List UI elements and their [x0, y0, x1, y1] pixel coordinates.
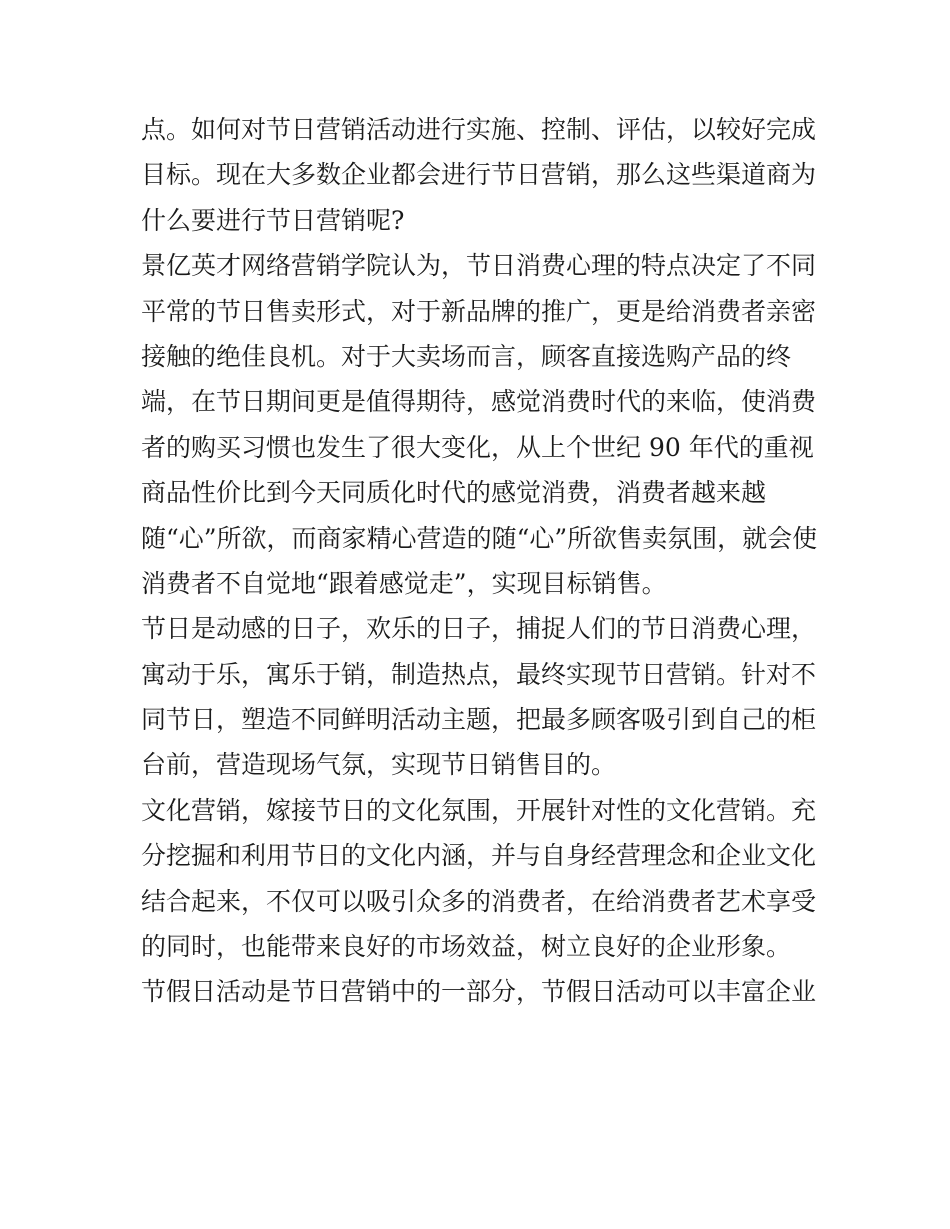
- text-line: 接触的绝佳良机。对于大卖场而言，顾客直接选购产品的终: [141, 341, 792, 371]
- text-line: 分挖掘和利用节日的文化内涵，并与自身经营理念和企业文化: [141, 841, 817, 871]
- text-line: 节日是动感的日子，欢乐的日子，捕捉人们的节日消费心理，: [141, 614, 817, 644]
- text-line: 点。如何对节日营销活动进行实施、控制、评估，以较好完成: [141, 115, 817, 144]
- text-line: 目标。现在大多数企业都会进行节日营销，那么这些渠道商为: [141, 160, 817, 190]
- text-line: 什么要进行节日营销呢?: [141, 205, 405, 235]
- text-line: 消费者不自觉地“跟着感觉走”，实现目标销售。: [141, 568, 667, 598]
- text-line: 随“心”所欲，而商家精心营造的随“心”所欲售卖氛围，就会使: [141, 523, 818, 553]
- text-line: 者的购买习惯也发生了很大变化，从上个世纪 90 年代的重视: [141, 432, 814, 462]
- text-line: 台前，营造现场气氛，实现节日销售目的。: [141, 750, 617, 780]
- document-body: [141, 107, 821, 1015]
- text-line: 同节日，塑造不同鲜明活动主题，把最多顾客吸引到自己的柜: [141, 705, 817, 735]
- text-line: 节假日活动是节日营销中的一部分，节假日活动可以丰富企业: [141, 977, 817, 1007]
- text-line: 端，在节日期间更是值得期待，感觉消费时代的来临，使消费: [141, 387, 817, 417]
- text-line: 寓动于乐，寓乐于销，制造热点，最终实现节日营销。针对不: [141, 659, 817, 689]
- text-line: 结合起来，不仅可以吸引众多的消费者，在给消费者艺术享受: [141, 886, 817, 916]
- text-line: 平常的节日售卖形式，对于新品牌的推广，更是给消费者亲密: [141, 296, 817, 326]
- text-line: 文化营销，嫁接节日的文化氛围，开展针对性的文化营销。充: [141, 795, 817, 825]
- text-line: 的同时，也能带来良好的市场效益，树立良好的企业形象。: [141, 932, 792, 962]
- text-line: 商品性价比到今天同质化时代的感觉消费，消费者越来越: [141, 478, 767, 508]
- text-line: 景亿英才网络营销学院认为，节日消费心理的特点决定了不同: [141, 251, 817, 281]
